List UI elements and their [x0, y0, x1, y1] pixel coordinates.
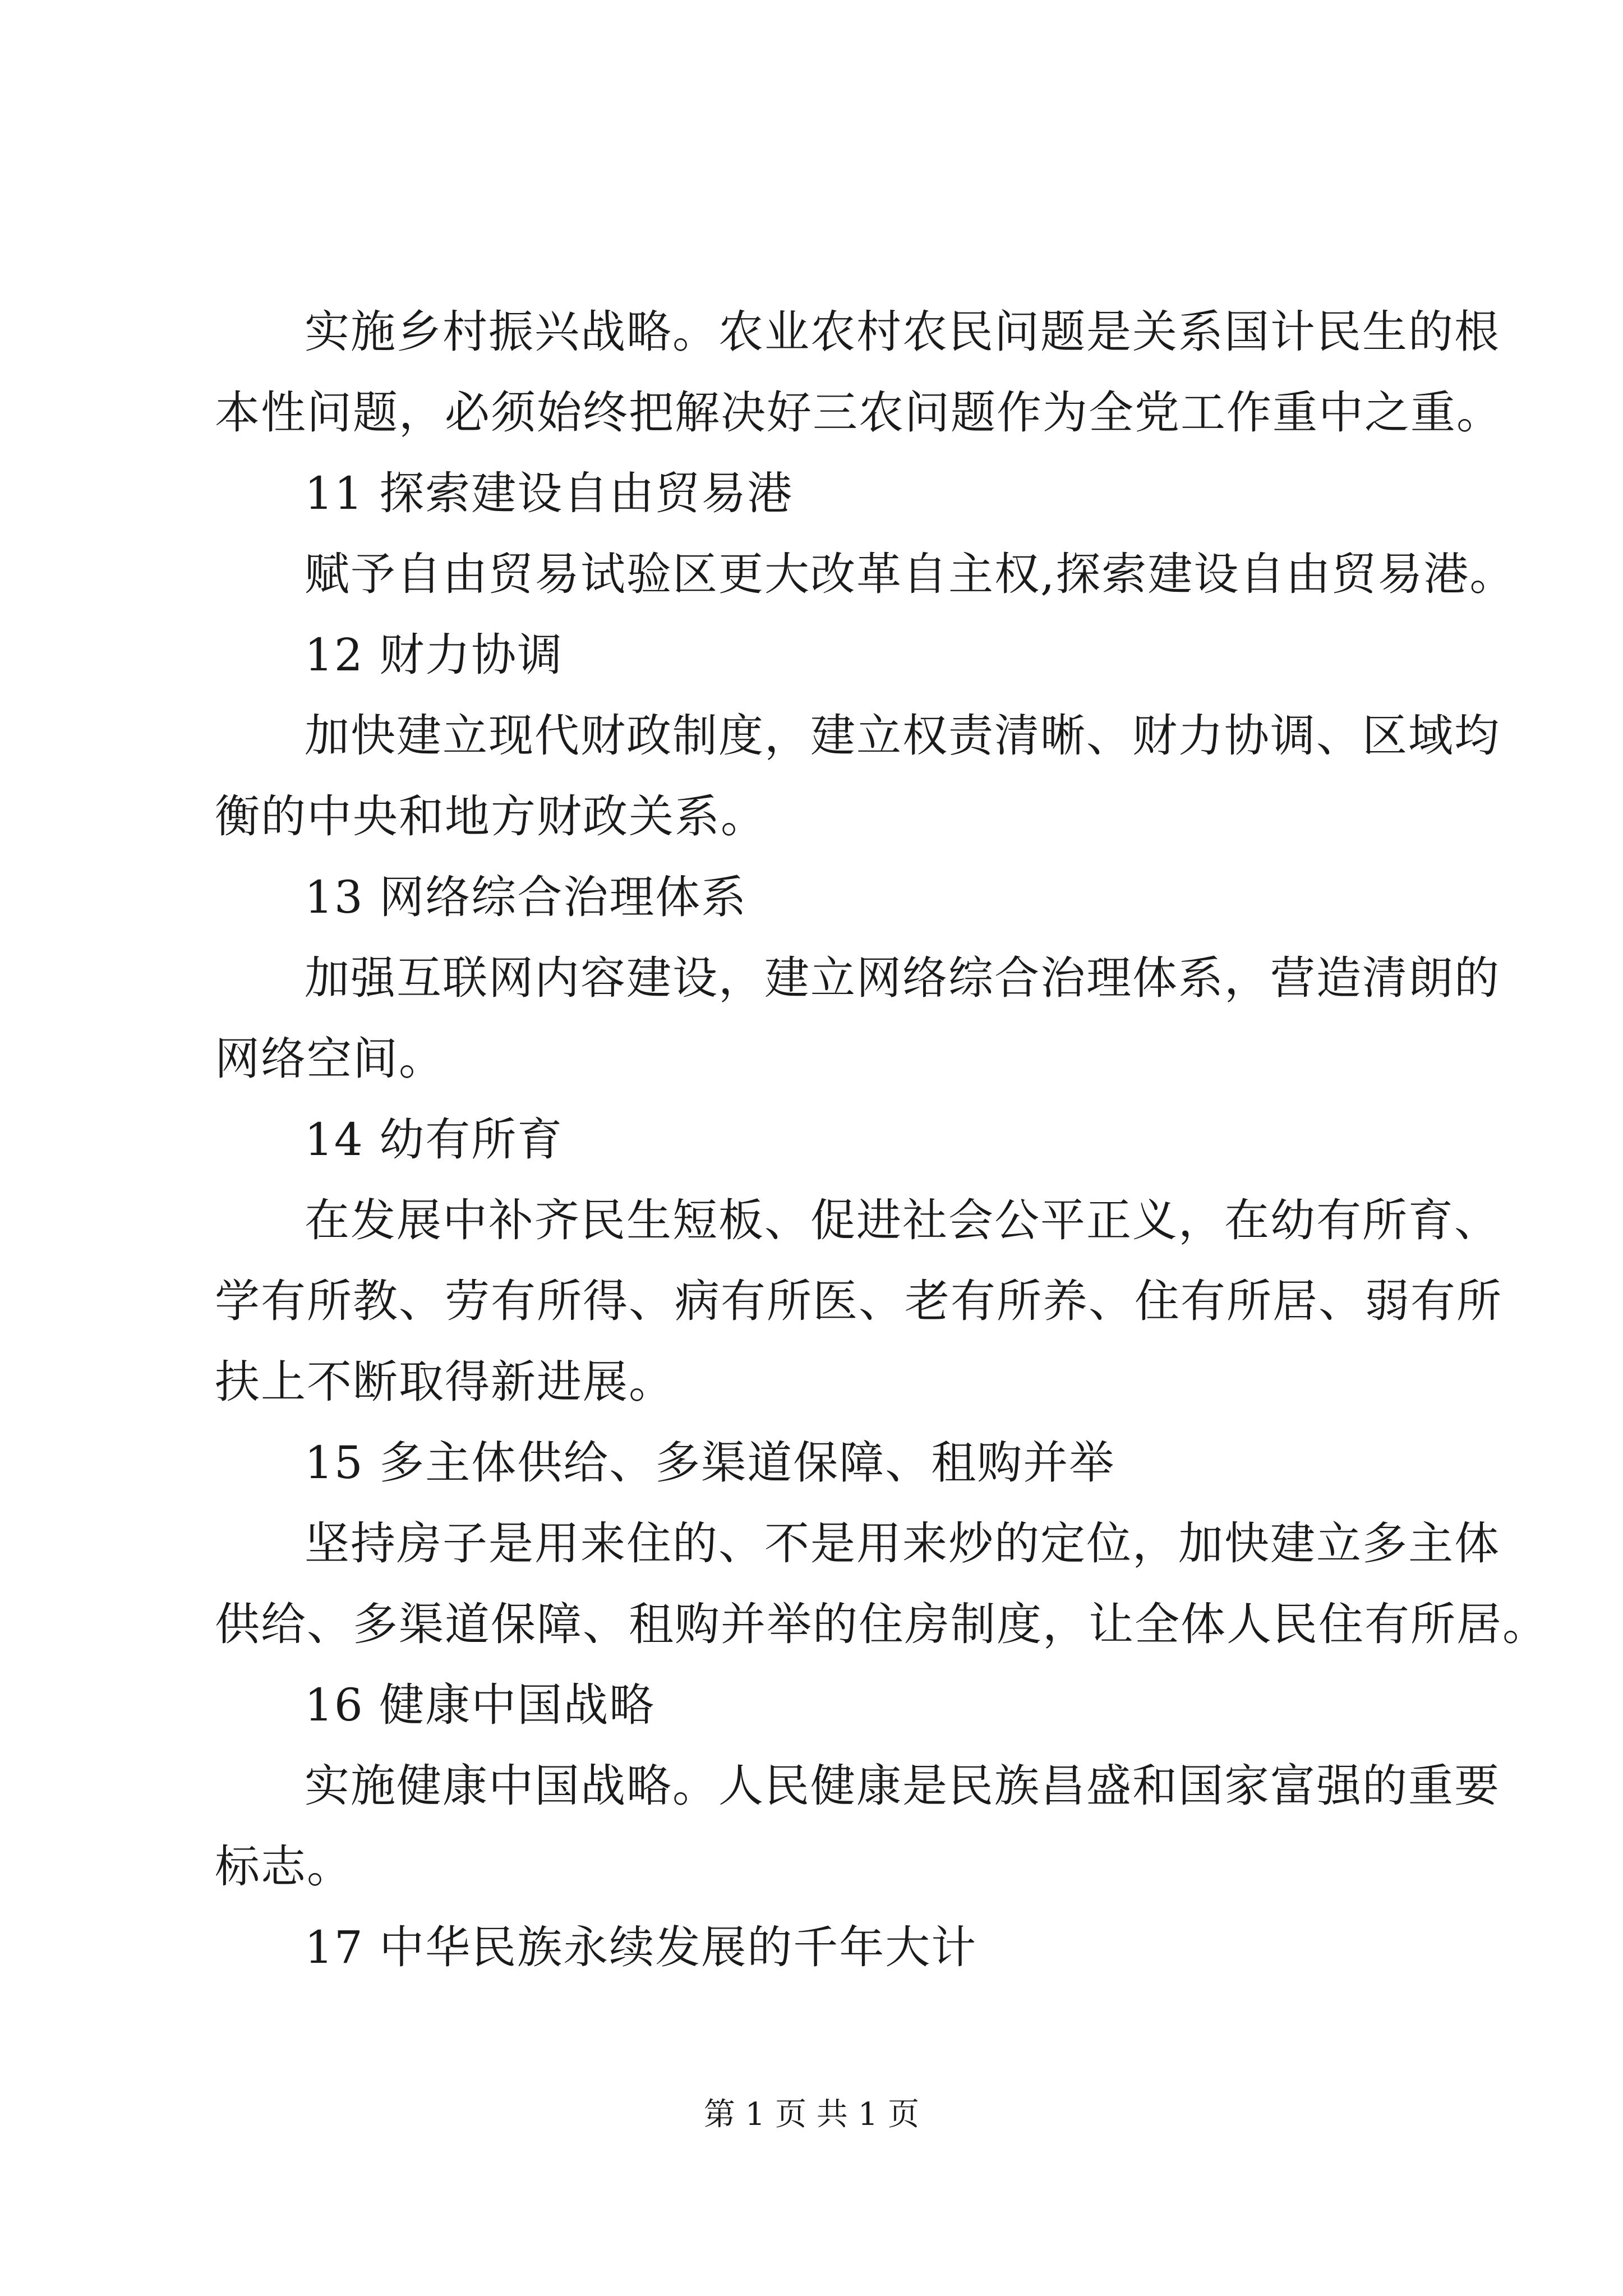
- page-footer: 第 1 页 共 1 页: [703, 2096, 920, 2133]
- section-heading: 17 中华民族永续发展的千年大计: [305, 1921, 978, 1973]
- paragraph-line: 实施健康中国战略。人民健康是民族昌盛和国家富强的重要: [305, 1760, 1500, 1812]
- section-heading: 11 探索建设自由贸易港: [305, 467, 794, 519]
- section-heading: 14 幼有所育: [305, 1114, 564, 1166]
- section-heading: 13 网络综合治理体系: [305, 871, 748, 923]
- paragraph-line: 衡的中央和地方财政关系。: [215, 790, 767, 843]
- paragraph-line: 扶上不断取得新进展。: [215, 1356, 675, 1408]
- paragraph-line: 在发展中补齐民生短板、促进社会公平正义，在幼有所育、: [305, 1194, 1500, 1246]
- paragraph-line: 学有所教、劳有所得、病有所医、老有所养、住有所居、弱有所: [215, 1275, 1502, 1327]
- section-heading: 15 多主体供给、多渠道保障、租购并举: [305, 1437, 1115, 1489]
- section-heading: 16 健康中国战略: [305, 1679, 656, 1731]
- paragraph-line: 本性问题，必须始终把解决好三农问题作为全党工作重中之重。: [215, 386, 1502, 439]
- paragraph-line: 标志。: [215, 1841, 353, 1893]
- document-body: [215, 292, 1548, 1988]
- paragraph-line: 坚持房子是用来住的、不是用来炒的定位，加快建立多主体: [305, 1517, 1500, 1570]
- section-heading: 12 财力协调: [305, 629, 564, 681]
- paragraph-line: 赋予自由贸易试验区更大改革自主权,探索建设自由贸易港。: [305, 548, 1516, 600]
- paragraph-line: 加快建立现代财政制度，建立权责清晰、财力协调、区域均: [305, 710, 1500, 762]
- paragraph-line: 供给、多渠道保障、租购并举的住房制度，让全体人民住有所居。: [215, 1598, 1548, 1650]
- paragraph-line: 网络空间。: [215, 1033, 445, 1085]
- paragraph-line: 实施乡村振兴战略。农业农村农民问题是关系国计民生的根: [305, 306, 1500, 358]
- paragraph-line: 加强互联网内容建设，建立网络综合治理体系，营造清朗的: [305, 952, 1500, 1004]
